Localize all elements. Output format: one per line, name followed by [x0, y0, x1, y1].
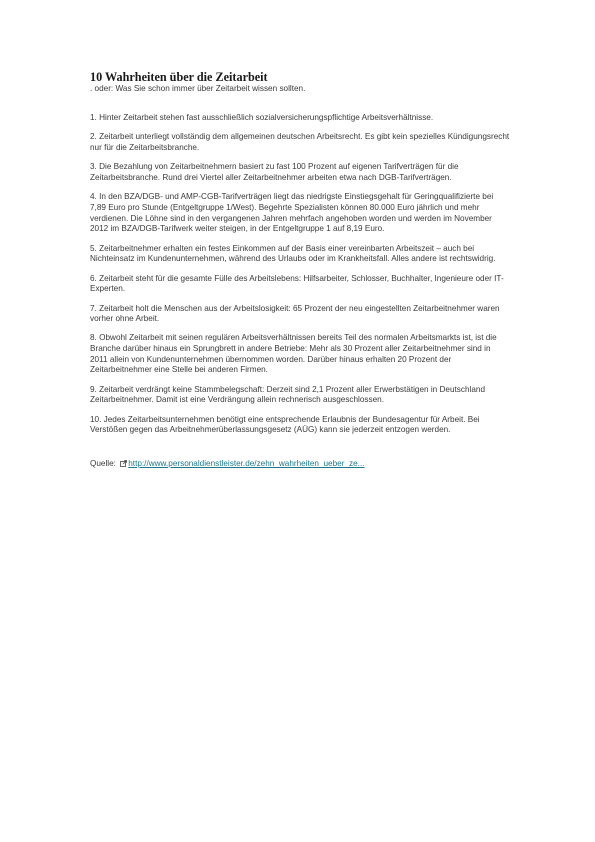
source-link[interactable]: http://www.personaldienstleister.de/zehn_wahrheiten_ueber_ze...: [128, 458, 365, 468]
list-item: 1. Hinter Zeitarbeit stehen fast ausschließlich sozialversicherungspflichtige Arbeitsverhältnisse.: [90, 113, 434, 122]
list-item: 7. Zeitarbeit holt die Menschen aus der Arbeitslosigkeit: 65 Prozent der neu eingestellten Zeitarbeitnehmer waren vorher ohne Arbeit.: [90, 303, 500, 324]
document-subtitle: . oder: Was Sie schon immer über Zeitarbeit wissen sollten.: [90, 84, 306, 93]
list-item: 9. Zeitarbeit verdrängt keine Stammbelegschaft: Derzeit sind 2,1 Prozent aller Erwerbstätigen in Deutschland Zeitarbeitnehmer. Damit ist eine Verdrängung allein rechnerisch ausgeschlossen.: [90, 384, 486, 405]
document-title: 10 Wahrheiten über die Zeitarbeit: [90, 70, 268, 84]
list-item: 4. In den BZA/DGB- und AMP-CGB-Tarifverträgen liegt das niedrigste Einstiegsgehalt für Geringqualifizierte bei 7,89 Euro pro Stunde (Entgeltgruppe 1/West). Begehrte Spezialisten können 80.000 Euro jährlich und mehr verdienen. Die Löhne sind in den vergangenen Jahren mehrfach angehoben worden und werden im November 2012 im BZA/DGB-Tarifwerk weiter steigen, in der Entgeltgruppe 1 auf 8,19 Euro.: [90, 192, 494, 234]
source-line: [90, 459, 510, 469]
list-item: 6. Zeitarbeit steht für die gesamte Fülle des Arbeitslebens: Hilfsarbeiter, Schlosser, Buchhalter, Ingenieure oder IT-Experten.: [90, 273, 504, 294]
list-item: 10. Jedes Zeitarbeitsunternehmen benötigt eine entsprechende Erlaubnis der Bundesagentur für Arbeit. Bei Verstößen gegen das Arbeitnehmerüberlassungsgesetz (AÜG) kann sie jederzeit entzogen werden.: [90, 414, 480, 435]
list-item: 3. Die Bezahlung von Zeitarbeitnehmern basiert zu fast 100 Prozent auf eigenen Tarifverträgen für die Zeitarbeitsbranche. Rund drei Viertel aller Zeitarbeitnehmer arbeiten etwa nach DGB-Tarifverträgen.: [90, 162, 459, 182]
list-item: 2. Zeitarbeit unterliegt vollständig dem allgemeinen deutschen Arbeitsrecht. Es gibt kein spezielles Kündigungsrecht nur für die Zeitarbeitsbranche.: [90, 132, 510, 152]
list-item: 8. Obwohl Zeitarbeit mit seinen regulären Arbeitsverhältnissen bereits Teil des normalen Arbeitsmarkts ist, ist die Branche darüber hinaus ein Sprungbrett in andere Betriebe: Mehr als 30 Prozent aller Zeitarbeitnehmer sind in 2011 allein von Kundenunternehmen übernommen worden. Darüber hinaus erhalten 20 Prozent der Zeitarbeitnehmer eine Stelle bei anderen Firmen.: [90, 333, 497, 375]
external-link-icon: [120, 460, 127, 467]
list-item: 5. Zeitarbeitnehmer erhalten ein festes Einkommen auf der Basis einer vereinbarten Arbeitszeit – auch bei Nichteinsatz im Kundenunternehmen, während des Urlaubs oder im Krankheitsfall. Alles andere ist rechtswidrig.: [90, 243, 496, 264]
source-label: Quelle:: [90, 458, 116, 468]
document-page: [90, 70, 510, 469]
truths-list: [90, 113, 510, 436]
